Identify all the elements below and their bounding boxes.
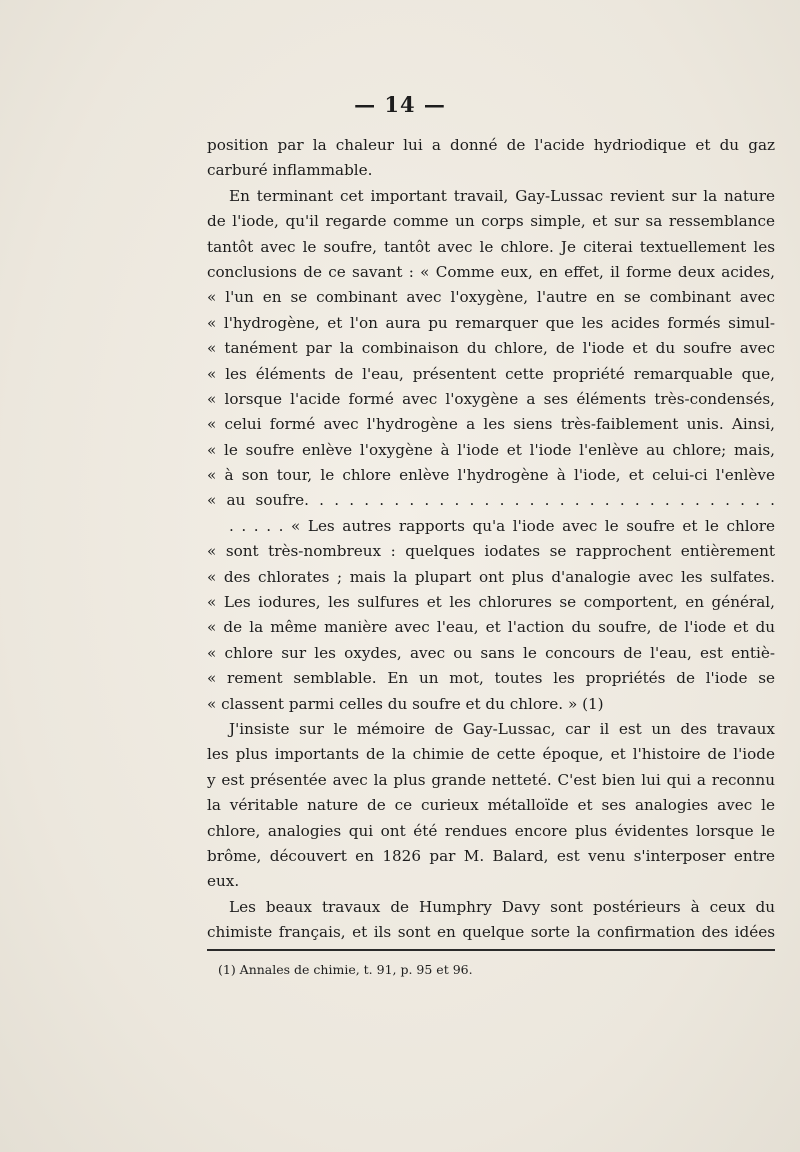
text-line: la véritable nature de ce curieux métalloïde et ses analogies avec le: [207, 796, 775, 815]
text-line: « rement semblable. En un mot, toutes les propriétés de l'iode se: [207, 669, 775, 688]
text-line: « classent parmi celles du soufre et du chlore. » (1): [207, 694, 604, 713]
text-line: « celui formé avec l'hydrogène a les siens très-faiblement unis. Ainsi,: [207, 415, 775, 434]
text-line: y est présentée avec la plus grande netteté. C'est bien lui qui a reconnu: [207, 770, 775, 789]
text-line: « chlore sur les oxydes, avec ou sans le concours de l'eau, est entiè-: [207, 643, 775, 662]
text-line: . . . . . « Les autres rapports qu'a l'iode avec le soufre et le chlore: [229, 516, 775, 535]
body-text: [207, 133, 775, 946]
text-line: eux.: [207, 872, 240, 891]
text-line: conclusions de ce savant : « Comme eux, en effet, il forme deux acides,: [207, 262, 775, 281]
text-line: « au soufre. . . . . . . . . . . . . . . . . . . . . . . . . . . . . . . .: [207, 491, 775, 510]
text-line: brôme, découvert en 1826 par M. Balard, est venu s'interposer entre: [207, 846, 775, 865]
text-line: tantôt avec le soufre, tantôt avec le chlore. Je citerai textuellement les: [207, 237, 775, 256]
footnote-rule: [207, 949, 775, 951]
text-line: Les beaux travaux de Humphry Davy sont postérieurs à ceux du: [229, 897, 775, 916]
text-line: « sont très-nombreux : quelques iodates se rapprochent entièrement: [207, 542, 775, 561]
text-line: « tanément par la combinaison du chlore, de l'iode et du soufre avec: [207, 339, 775, 358]
text-line: « lorsque l'acide formé avec l'oxygène a ses éléments très-condensés,: [207, 389, 775, 408]
text-line: « des chlorates ; mais la plupart ont plus d'analogie avec les sulfates.: [207, 567, 775, 586]
text-line: « de la même manière avec l'eau, et l'action du soufre, de l'iode et du: [207, 618, 775, 637]
text-line: En terminant cet important travail, Gay-Lussac revient sur la nature: [229, 186, 775, 205]
text-line: carburé inflammable.: [207, 161, 373, 180]
text-line: chimiste français, et ils sont en quelque sorte la confirmation des idées: [207, 923, 775, 942]
footnote: (1) Annales de chimie, t. 91, p. 95 et 96.: [218, 962, 473, 977]
text-line: chlore, analogies qui ont été rendues encore plus évidentes lorsque le: [207, 821, 775, 840]
text-line: « l'hydrogène, et l'on aura pu remarquer que les acides formés simul-: [207, 313, 775, 332]
text-line: position par la chaleur lui a donné de l'acide hydriodique et du gaz: [207, 136, 775, 154]
text-line: « les éléments de l'eau, présentent cette propriété remarquable que,: [207, 364, 775, 383]
text-line: « l'un en se combinant avec l'oxygène, l'autre en se combinant avec: [207, 288, 775, 307]
text-line: « le soufre enlève l'oxygène à l'iode et l'iode l'enlève au chlore; mais,: [207, 440, 775, 459]
page-number: — 14 —: [354, 92, 446, 117]
text-line: les plus importants de la chimie de cette époque, et l'histoire de l'iode: [207, 745, 775, 764]
text-line: J'insiste sur le mémoire de Gay-Lussac, car il est un des travaux: [229, 719, 775, 738]
text-line: « à son tour, le chlore enlève l'hydrogène à l'iode, et celui-ci l'enlève: [207, 466, 775, 485]
text-line: de l'iode, qu'il regarde comme un corps simple, et sur sa ressemblance: [207, 212, 775, 231]
text-line: « Les iodures, les sulfures et les chlorures se comportent, en général,: [207, 593, 775, 612]
